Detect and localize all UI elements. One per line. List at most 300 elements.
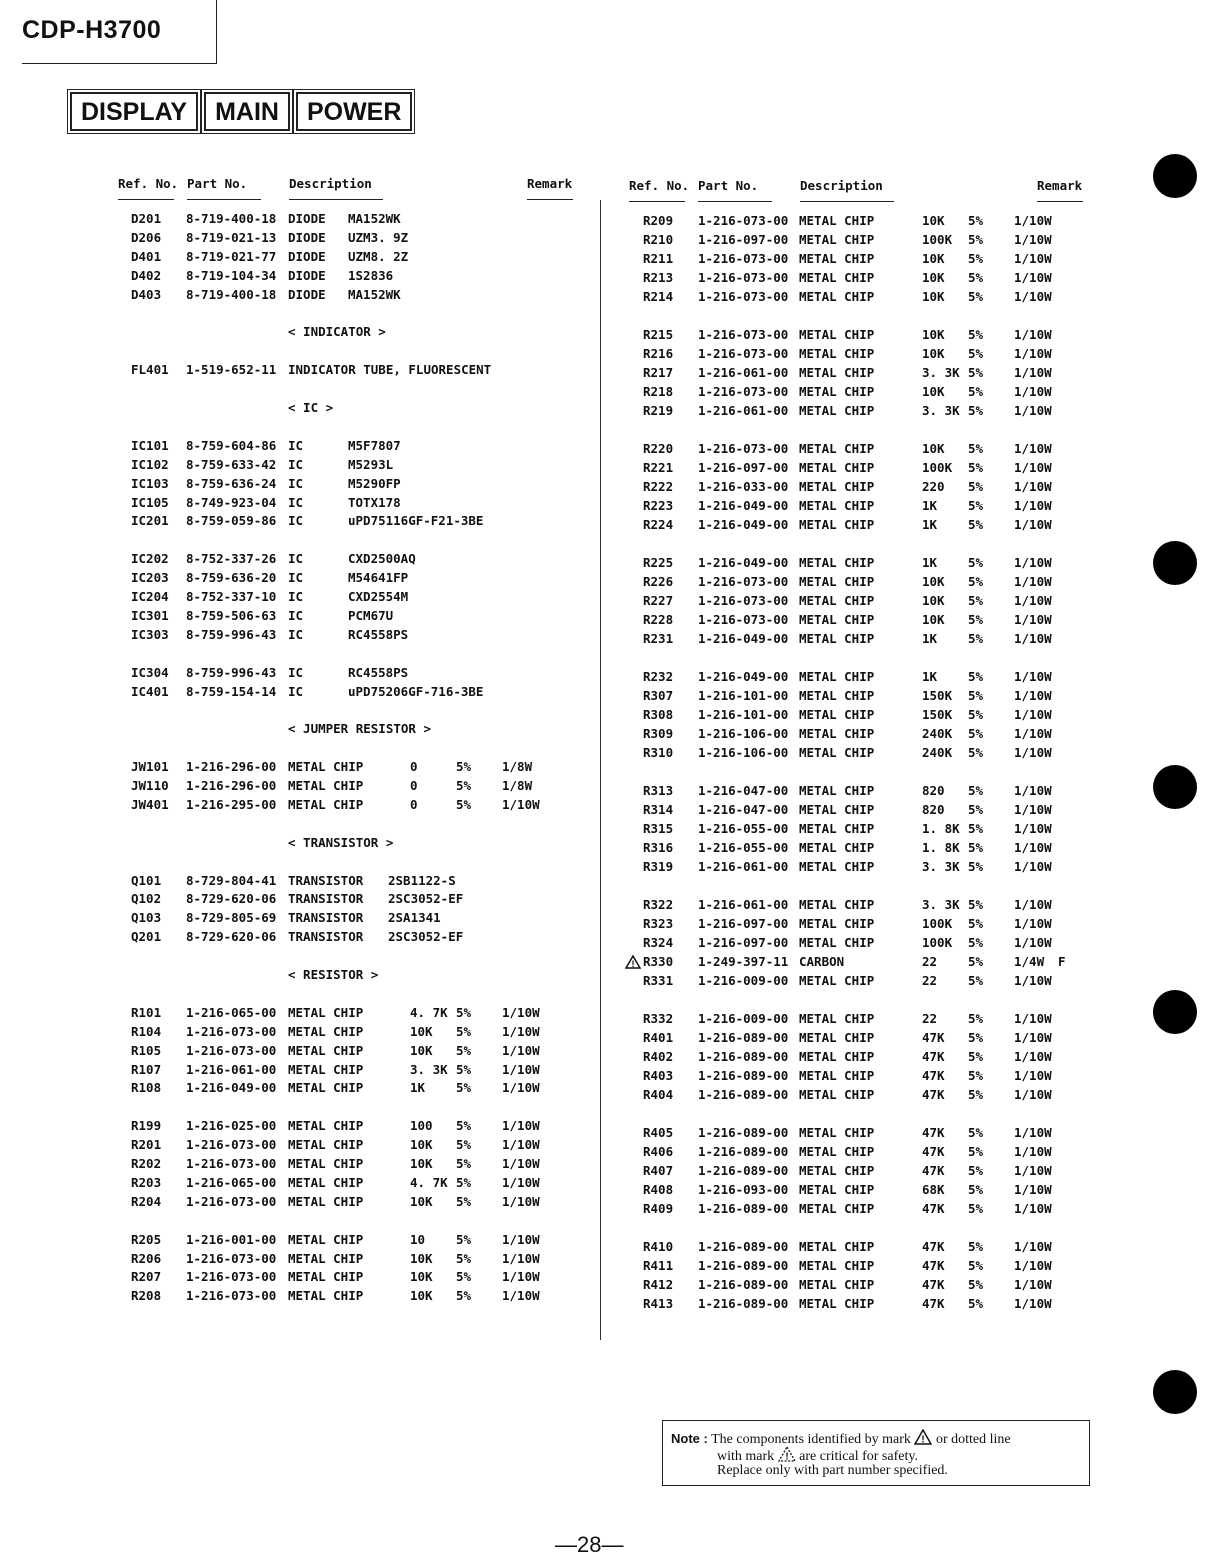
part-number: 8-752-337-10 — [186, 589, 277, 604]
wattage: 1/10W — [1014, 289, 1052, 304]
resistance-value: 0 — [410, 796, 418, 812]
tolerance: 5% — [456, 1231, 472, 1247]
ref-number: R204 — [131, 1193, 162, 1209]
ref-number: IC301 — [131, 607, 169, 623]
ref-number: D401 — [131, 248, 162, 264]
tolerance: 5% — [968, 859, 984, 874]
ref-number: R331 — [643, 973, 674, 988]
ref-number: R231 — [643, 631, 674, 646]
part-number: 1-216-089-00 — [698, 1144, 789, 1159]
wattage: 1/10W — [1014, 213, 1052, 228]
part-description: METAL CHIP — [799, 1182, 875, 1197]
part-number: 1-216-295-00 — [186, 796, 277, 812]
part-description: METAL CHIP — [799, 688, 875, 703]
wattage: 1/10W — [502, 1023, 540, 1039]
resistance-value: 820 — [922, 802, 945, 817]
part-number: 1-216-296-00 — [186, 778, 277, 793]
tolerance: 5% — [456, 1118, 472, 1134]
wattage: 1/10W — [502, 1080, 540, 1096]
wattage: 1/10W — [1014, 498, 1052, 513]
resistance-value: 1K — [410, 1080, 426, 1096]
resistance-value: 1K — [922, 517, 938, 532]
part-description: METAL CHIP — [799, 479, 875, 494]
ref-number: R403 — [643, 1068, 674, 1083]
wattage: 1/10W — [1014, 232, 1052, 247]
part-spec: CXD2554M — [348, 589, 409, 604]
wattage: 1/10W — [1014, 384, 1052, 399]
part-description: IC — [288, 494, 304, 510]
wattage: 1/10W — [1014, 840, 1052, 855]
note-line2-a: with mark — [717, 1449, 775, 1464]
resistance-value: 10K — [922, 289, 945, 304]
warning-triangle-icon — [914, 1429, 932, 1445]
part-spec: uPD75116GF-F21-3BE — [348, 513, 484, 529]
ref-number: R324 — [643, 935, 674, 950]
part-description: METAL CHIP — [799, 859, 875, 874]
part-number: 1-216-089-00 — [698, 1277, 789, 1292]
part-number: 1-216-009-00 — [698, 1011, 789, 1026]
tolerance: 5% — [456, 1156, 472, 1171]
ref-number: R402 — [643, 1049, 674, 1064]
ref-number: R207 — [131, 1269, 162, 1285]
resistance-value: 47K — [922, 1296, 945, 1311]
part-description: METAL CHIP — [799, 1296, 875, 1311]
tolerance: 5% — [968, 1049, 984, 1064]
part-description: METAL CHIP — [288, 1004, 364, 1020]
tolerance: 5% — [968, 669, 984, 684]
tolerance: 5% — [456, 1061, 472, 1077]
header-rule — [629, 201, 685, 202]
wattage: 1/10W — [1014, 821, 1052, 836]
tolerance: 5% — [968, 1239, 984, 1254]
part-description: METAL CHIP — [799, 1277, 875, 1292]
part-description: IC — [288, 589, 304, 604]
wattage: 1/10W — [1014, 1087, 1052, 1102]
part-number: 8-759-633-42 — [186, 456, 277, 472]
ref-number: R199 — [131, 1118, 162, 1134]
part-description: DIODE — [288, 229, 326, 245]
part-number: 8-719-021-13 — [186, 229, 277, 245]
part-description: METAL CHIP — [799, 1258, 875, 1273]
tolerance: 5% — [968, 1258, 984, 1273]
part-number: 8-729-620-06 — [186, 891, 277, 907]
resistance-value: 240K — [922, 726, 953, 741]
section-heading-text: < INDICATOR > — [288, 324, 386, 340]
part-description: METAL CHIP — [288, 1250, 364, 1266]
wattage: 1/10W — [1014, 783, 1052, 798]
part-description: METAL CHIP — [799, 1087, 875, 1102]
binder-hole — [1153, 541, 1197, 585]
tab-display: DISPLAY — [70, 92, 198, 131]
part-number: 1-216-061-00 — [698, 859, 789, 874]
part-description: INDICATOR TUBE, FLUORESCENT — [288, 362, 492, 378]
part-number: 8-729-620-06 — [186, 929, 277, 945]
part-description: METAL CHIP — [799, 1239, 875, 1254]
part-number: 1-216-097-00 — [698, 460, 789, 475]
part-number: 1-216-073-00 — [698, 441, 789, 456]
part-description: METAL CHIP — [799, 840, 875, 855]
ref-number: D206 — [131, 229, 162, 245]
part-number: 1-216-025-00 — [186, 1118, 277, 1134]
ref-number: R319 — [643, 859, 674, 874]
wattage: 1/10W — [1014, 517, 1052, 532]
ref-number: R107 — [131, 1061, 162, 1077]
part-number: 8-759-604-86 — [186, 437, 277, 453]
part-number: 1-216-073-00 — [186, 1269, 277, 1285]
part-number: 1-216-073-00 — [186, 1288, 277, 1304]
part-number: 1-216-073-00 — [698, 574, 789, 589]
tolerance: 5% — [968, 726, 984, 741]
part-description: DIODE — [288, 267, 326, 283]
part-description: METAL CHIP — [288, 1231, 364, 1247]
part-description: METAL CHIP — [288, 759, 364, 775]
note-line1-b: or dotted line — [935, 1432, 1011, 1447]
tolerance: 5% — [968, 346, 984, 361]
ref-number: Q101 — [131, 872, 162, 888]
tolerance: 5% — [968, 745, 984, 760]
section-tabs — [70, 92, 412, 131]
part-number: 1-216-061-00 — [698, 403, 789, 418]
ref-number: R206 — [131, 1250, 162, 1266]
part-description: METAL CHIP — [799, 365, 875, 380]
resistance-value: 47K — [922, 1201, 945, 1216]
wattage: 1/10W — [502, 796, 540, 812]
header-ref: Ref. No. — [629, 178, 690, 193]
column-divider — [600, 200, 601, 1340]
wattage: 1/10W — [1014, 270, 1052, 285]
binder-hole — [1153, 1370, 1197, 1414]
wattage: 1/10W — [1014, 1182, 1052, 1197]
resistance-value: 10K — [922, 270, 945, 285]
wattage: 1/10W — [502, 1156, 540, 1171]
tolerance: 5% — [456, 1042, 472, 1058]
header-part: Part No. — [698, 178, 759, 193]
resistance-value: 100 — [410, 1118, 433, 1134]
part-number: 1-216-093-00 — [698, 1182, 789, 1197]
part-number: 1-216-065-00 — [186, 1004, 277, 1020]
wattage: 1/10W — [502, 1118, 540, 1134]
resistance-value: 10K — [410, 1042, 433, 1058]
part-number: 8-719-021-77 — [186, 248, 277, 264]
part-spec: RC4558PS — [348, 664, 409, 680]
resistance-value: 10K — [922, 441, 945, 456]
tolerance: 5% — [968, 1011, 984, 1026]
part-spec: 2SC3052-EF — [388, 929, 464, 945]
wattage: 1/10W — [502, 1042, 540, 1058]
dotted-warning-triangle-icon — [778, 1446, 796, 1462]
tolerance: 5% — [968, 403, 984, 418]
resistance-value: 10K — [410, 1193, 433, 1209]
header-rule — [118, 199, 174, 200]
tolerance: 5% — [456, 1193, 472, 1209]
ref-number: R216 — [643, 346, 674, 361]
header-remark: Remark — [527, 176, 573, 191]
tolerance: 5% — [456, 1004, 472, 1020]
tolerance: 5% — [968, 916, 984, 931]
ref-number: R406 — [643, 1144, 674, 1159]
part-number: 1-216-101-00 — [698, 688, 789, 703]
part-description: IC — [288, 551, 304, 567]
part-spec: M54641FP — [348, 570, 409, 586]
resistance-value: 10 — [410, 1231, 426, 1247]
ref-number: R101 — [131, 1004, 162, 1020]
resistance-value: 22 — [922, 1011, 938, 1026]
wattage: 1/10W — [502, 1004, 540, 1020]
part-description: METAL CHIP — [799, 327, 875, 342]
tolerance: 5% — [968, 1125, 984, 1140]
tolerance: 5% — [968, 1144, 984, 1159]
resistance-value: 10K — [922, 213, 945, 228]
part-description: IC — [288, 456, 304, 472]
ref-number: IC401 — [131, 683, 169, 699]
header-rule — [289, 199, 383, 200]
wattage: 1/10W — [1014, 859, 1052, 874]
wattage: 1/10W — [1014, 1296, 1052, 1311]
ref-number: R411 — [643, 1258, 674, 1273]
ref-number: R412 — [643, 1277, 674, 1292]
resistance-value: 68K — [922, 1182, 945, 1197]
ref-number: D201 — [131, 211, 162, 226]
part-number: 1-216-073-00 — [186, 1193, 277, 1209]
wattage: 1/10W — [1014, 555, 1052, 570]
part-description: METAL CHIP — [288, 1269, 364, 1285]
part-description: IC — [288, 570, 304, 586]
tolerance: 5% — [968, 384, 984, 399]
wattage: 1/10W — [1014, 745, 1052, 760]
ref-number: R218 — [643, 384, 674, 399]
header-rule — [527, 199, 573, 200]
ref-number: R307 — [643, 688, 674, 703]
part-description: METAL CHIP — [799, 821, 875, 836]
resistance-value: 22 — [922, 954, 938, 969]
header-rule — [698, 201, 772, 202]
part-number: 1-216-073-00 — [698, 327, 789, 342]
tolerance: 5% — [456, 1250, 472, 1266]
wattage: 1/10W — [1014, 707, 1052, 722]
part-description: METAL CHIP — [799, 1201, 875, 1216]
tolerance: 5% — [968, 593, 984, 608]
part-number: 1-216-089-00 — [698, 1201, 789, 1216]
ref-number: R210 — [643, 232, 674, 247]
resistance-value: 150K — [922, 688, 953, 703]
part-number: 8-719-400-18 — [186, 211, 277, 226]
ref-number: R409 — [643, 1201, 674, 1216]
header-description: Description — [800, 178, 883, 193]
svg-text:!: ! — [921, 1434, 926, 1445]
tolerance: 5% — [456, 796, 472, 812]
part-number: 8-752-337-26 — [186, 551, 277, 567]
part-number: 1-216-073-00 — [186, 1250, 277, 1266]
ref-number: R407 — [643, 1163, 674, 1178]
resistance-value: 22 — [922, 973, 938, 988]
ref-number: R332 — [643, 1011, 674, 1026]
wattage: 1/10W — [1014, 631, 1052, 646]
tolerance: 5% — [968, 688, 984, 703]
header-rule — [800, 201, 894, 202]
ref-number: R228 — [643, 612, 674, 627]
part-number: 1-216-073-00 — [698, 289, 789, 304]
tolerance: 5% — [968, 251, 984, 266]
part-description: METAL CHIP — [799, 631, 875, 646]
page-number: —28— — [555, 1532, 624, 1557]
part-description: IC — [288, 513, 304, 529]
ref-number: R201 — [131, 1137, 162, 1153]
wattage: 1/10W — [1014, 1125, 1052, 1140]
header-remark: Remark — [1037, 178, 1083, 193]
part-description: METAL CHIP — [288, 1156, 364, 1171]
part-description: METAL CHIP — [288, 796, 364, 812]
ref-number: R410 — [643, 1239, 674, 1254]
part-number: 8-759-636-20 — [186, 570, 277, 586]
tolerance: 5% — [968, 498, 984, 513]
ref-number: IC203 — [131, 570, 169, 586]
wattage: 1/10W — [1014, 973, 1052, 988]
ref-number: R227 — [643, 593, 674, 608]
part-number: 1-216-089-00 — [698, 1049, 789, 1064]
tolerance: 5% — [456, 1080, 472, 1096]
part-number: 1-216-073-00 — [186, 1156, 277, 1171]
ref-number: R214 — [643, 289, 674, 304]
part-description: METAL CHIP — [288, 778, 364, 793]
part-description: METAL CHIP — [799, 460, 875, 475]
part-number: 1-216-073-00 — [698, 593, 789, 608]
part-description: METAL CHIP — [799, 745, 875, 760]
part-description: DIODE — [288, 248, 326, 264]
part-description: METAL CHIP — [288, 1042, 364, 1058]
header-rule — [1037, 201, 1083, 202]
wattage: 1/10W — [1014, 1258, 1052, 1273]
wattage: 1/10W — [502, 1174, 540, 1190]
part-number: 1-216-061-00 — [698, 897, 789, 912]
part-spec: uPD75206GF-716-3BE — [348, 683, 484, 699]
part-number: 1-216-089-00 — [698, 1258, 789, 1273]
part-number: 1-216-049-00 — [698, 517, 789, 532]
resistance-value: 100K — [922, 935, 953, 950]
wattage: 1/10W — [1014, 1049, 1052, 1064]
ref-number: R308 — [643, 707, 674, 722]
tolerance: 5% — [456, 759, 472, 775]
part-description: IC — [288, 664, 304, 680]
ref-number: R202 — [131, 1156, 162, 1171]
resistance-value: 10K — [410, 1156, 433, 1171]
part-number: 1-216-047-00 — [698, 802, 789, 817]
part-number: 8-759-506-63 — [186, 607, 277, 623]
part-number: 8-759-154-14 — [186, 683, 277, 699]
ref-number: D403 — [131, 286, 162, 302]
tolerance: 5% — [968, 232, 984, 247]
resistance-value: 1K — [922, 669, 938, 684]
part-description: METAL CHIP — [799, 517, 875, 532]
tolerance: 5% — [456, 1023, 472, 1039]
part-number: 8-729-804-41 — [186, 872, 277, 888]
tolerance: 5% — [456, 1174, 472, 1190]
tolerance: 5% — [968, 289, 984, 304]
resistance-value: 220 — [922, 479, 945, 494]
ref-number: R208 — [131, 1288, 162, 1304]
wattage: 1/10W — [1014, 669, 1052, 684]
ref-number: R223 — [643, 498, 674, 513]
resistance-value: 47K — [922, 1163, 945, 1178]
tab-power: POWER — [296, 92, 412, 131]
part-number: 8-759-996-43 — [186, 626, 277, 642]
part-description: METAL CHIP — [799, 555, 875, 570]
part-number: 1-216-061-00 — [186, 1061, 277, 1077]
wattage: 1/10W — [1014, 1011, 1052, 1026]
resistance-value: 10K — [410, 1269, 433, 1285]
ref-number: R322 — [643, 897, 674, 912]
part-number: 1-216-001-00 — [186, 1231, 277, 1247]
remark: F — [1058, 954, 1066, 969]
wattage: 1/10W — [1014, 327, 1052, 342]
ref-number: D402 — [131, 267, 162, 283]
tolerance: 5% — [968, 574, 984, 589]
ref-number: R203 — [131, 1174, 162, 1190]
wattage: 1/10W — [502, 1288, 540, 1304]
wattage: 1/10W — [1014, 479, 1052, 494]
wattage: 1/10W — [1014, 460, 1052, 475]
part-description: TRANSISTOR — [288, 929, 364, 945]
resistance-value: 150K — [922, 707, 953, 722]
part-description: METAL CHIP — [799, 441, 875, 456]
binder-hole — [1153, 765, 1197, 809]
part-spec: 2SC3052-EF — [388, 891, 464, 907]
part-description: METAL CHIP — [799, 707, 875, 722]
resistance-value: 1K — [922, 498, 938, 513]
resistance-value: 10K — [922, 251, 945, 266]
tolerance: 5% — [968, 1182, 984, 1197]
resistance-value: 3. 3K — [922, 403, 960, 418]
binder-hole — [1153, 990, 1197, 1034]
part-description: METAL CHIP — [799, 1144, 875, 1159]
resistance-value: 820 — [922, 783, 945, 798]
wattage: 1/10W — [1014, 403, 1052, 418]
ref-number: IC201 — [131, 513, 169, 529]
wattage: 1/10W — [1014, 365, 1052, 380]
part-number: 1-216-089-00 — [698, 1125, 789, 1140]
ref-number: R323 — [643, 916, 674, 931]
part-description: METAL CHIP — [799, 1049, 875, 1064]
resistance-value: 10K — [410, 1250, 433, 1266]
part-description: IC — [288, 475, 304, 491]
resistance-value: 10K — [922, 593, 945, 608]
section-heading-text: < TRANSISTOR > — [288, 834, 394, 850]
ref-number: R413 — [643, 1296, 674, 1311]
part-spec: TOTX178 — [348, 494, 401, 510]
part-number: 1-216-106-00 — [698, 745, 789, 760]
ref-number: R401 — [643, 1030, 674, 1045]
ref-number: R310 — [643, 745, 674, 760]
tab-main: MAIN — [204, 92, 290, 131]
tolerance: 5% — [968, 1030, 984, 1045]
part-description: METAL CHIP — [799, 935, 875, 950]
ref-number: R220 — [643, 441, 674, 456]
resistance-value: 3. 3K — [410, 1061, 448, 1077]
wattage: 1/10W — [1014, 897, 1052, 912]
part-description: METAL CHIP — [288, 1193, 364, 1209]
tolerance: 5% — [968, 270, 984, 285]
ref-number: R226 — [643, 574, 674, 589]
part-number: 8-719-400-18 — [186, 286, 277, 302]
wattage: 1/10W — [1014, 688, 1052, 703]
svg-text:!: ! — [784, 1451, 789, 1462]
ref-number: R330 — [643, 954, 674, 969]
tolerance: 5% — [968, 517, 984, 532]
part-number: 1-216-097-00 — [698, 935, 789, 950]
header-description: Description — [289, 176, 372, 191]
section-heading-text: < JUMPER RESISTOR > — [288, 721, 431, 737]
part-number: 1-216-296-00 — [186, 759, 277, 775]
part-spec: RC4558PS — [348, 626, 409, 642]
